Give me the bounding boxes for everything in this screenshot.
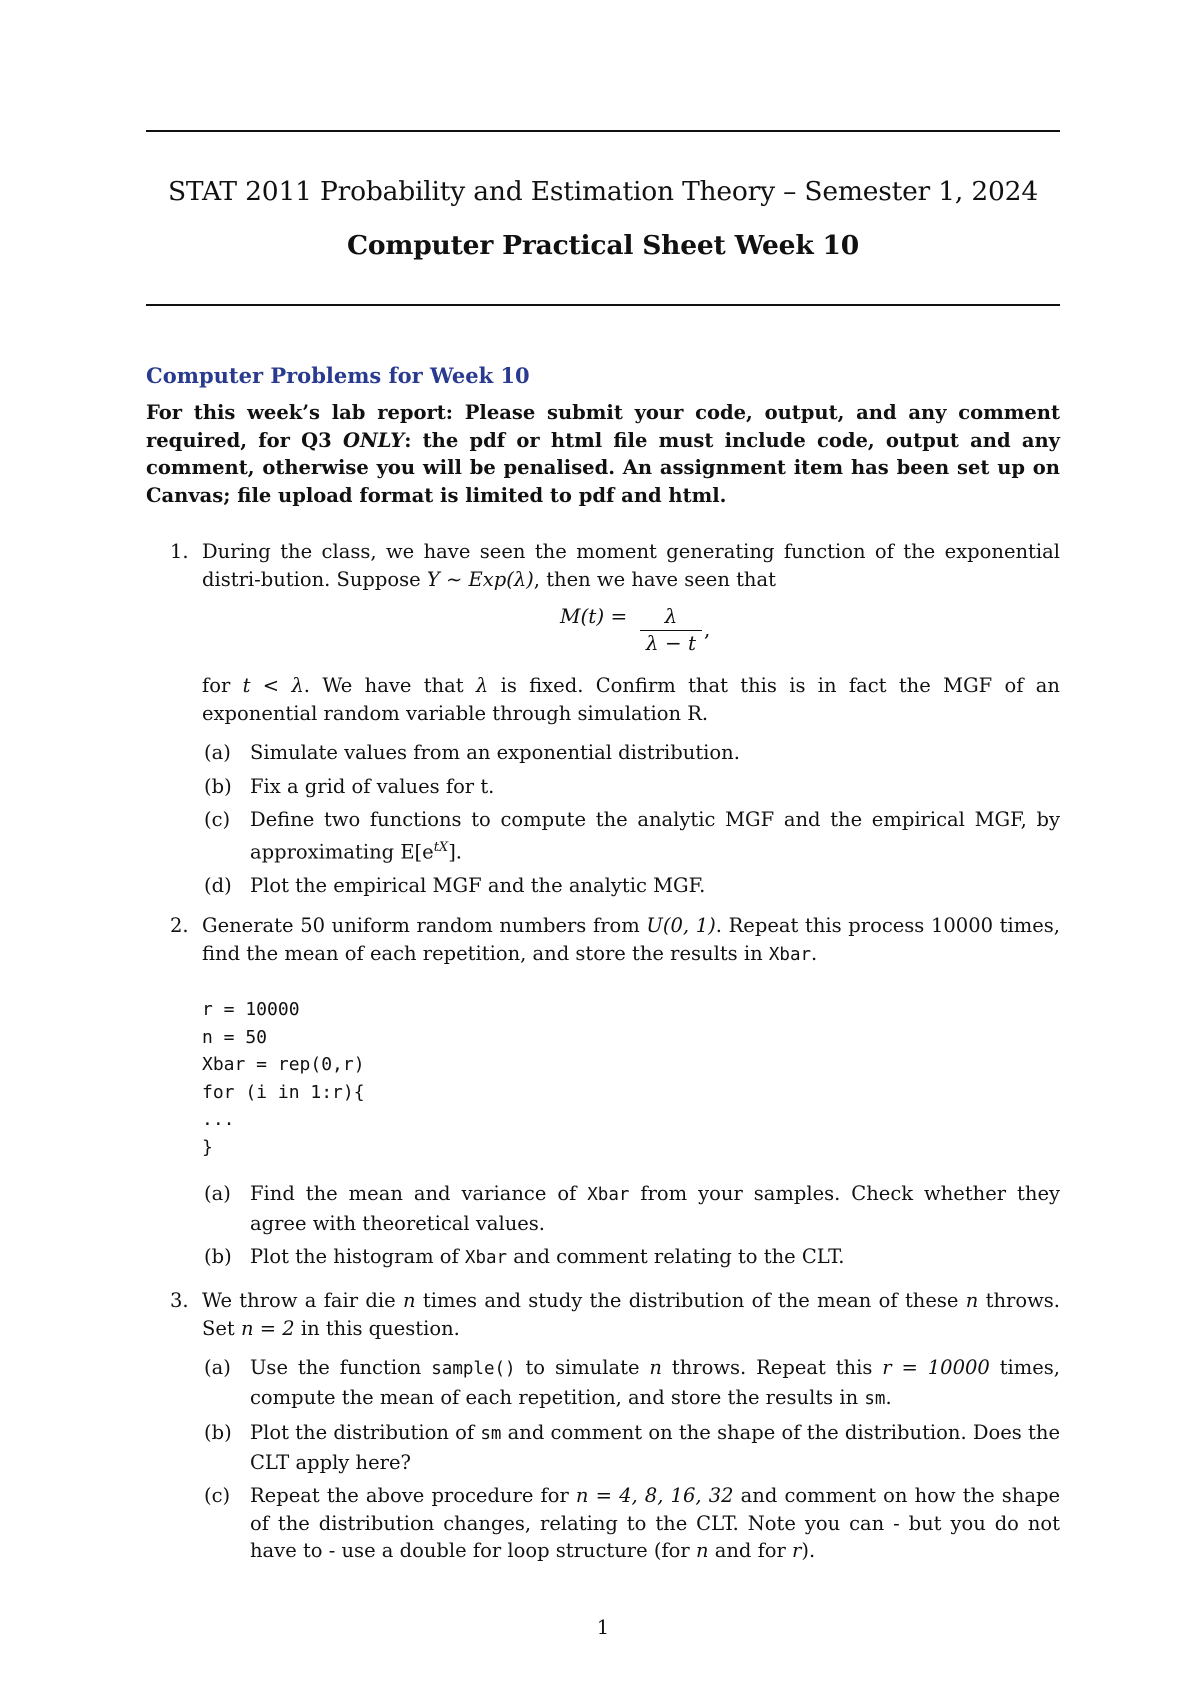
code-line: }	[202, 1136, 213, 1158]
code-line: r = 10000	[202, 999, 300, 1020]
q3-text-b: times and study the distribution of the mean of these	[415, 1289, 966, 1312]
q3-part-b-text-2: and comment on the shape of the distribution. Does the CLT apply here?	[250, 1421, 1060, 1474]
mgf-formula-fraction	[640, 604, 702, 657]
q3-n-1: n	[403, 1289, 416, 1312]
q1-part-b	[146, 773, 1060, 801]
question-3-intro	[146, 1287, 1060, 1342]
q3-part-c-ns: n = 4, 8, 16, 32	[575, 1484, 734, 1507]
q1-part-a	[146, 739, 1060, 767]
question-3-number: 3.	[170, 1289, 189, 1312]
q2-part-b-text-2: and comment relating to the CLT.	[507, 1245, 845, 1268]
q1-part-d-text: Plot the empirical MGF and the analytic MGF.	[250, 873, 706, 897]
q3-part-a-n: n	[649, 1356, 662, 1379]
q1-distribution: Y ∼ Exp(λ)	[426, 567, 534, 591]
q3-part-b-text-1: Plot the distribution of	[250, 1421, 481, 1444]
question-3	[146, 1287, 1060, 1565]
sheet-title: Computer Practical Sheet Week 10	[347, 230, 859, 261]
q2-text-a: Generate 50 uniform random numbers from	[202, 914, 647, 937]
question-2-number: 2.	[170, 914, 189, 937]
lab-report-only: ONLY	[342, 428, 405, 452]
q3-set-n: n = 2	[240, 1316, 295, 1340]
q1-part-c-text: Define two functions to compute the analytic MGF and the empirical MGF, by approximating E[e	[250, 808, 1060, 863]
q3-part-b	[146, 1419, 1060, 1476]
q3-part-a-text-1: Use the function	[250, 1356, 432, 1379]
lab-report-text-a: For this week’s lab report: Please submit your code, output, and any comment required, for	[146, 401, 1060, 452]
q1-after-c: is fixed. Confirm that this is in fact the MGF of an exponential random variable through simulation R.	[202, 674, 1060, 725]
q3-n-2: n	[965, 1289, 979, 1312]
q3-text-d: in this question.	[294, 1316, 460, 1340]
lab-report-q3: Q3	[301, 428, 343, 452]
code-line: Xbar = rep(0,r)	[202, 1054, 365, 1075]
code-block	[202, 996, 365, 1161]
q3-part-c-label: (c)	[204, 1484, 231, 1507]
q3-part-a-r: r = 10000	[882, 1356, 990, 1379]
course-title: STAT 2011 Probability and Estimation Theory – Semester 1, 2024	[167, 176, 1039, 207]
q1-part-d	[146, 872, 1060, 900]
q3-part-c-text-3: and for	[708, 1539, 793, 1562]
q1-part-b-label: (b)	[204, 774, 232, 798]
q2-uniform: U(0, 1)	[646, 914, 716, 937]
question-2-intro	[146, 912, 1060, 969]
q3-part-c-text-4: ).	[801, 1539, 816, 1562]
q2-xbar: Xbar	[768, 944, 812, 965]
q2-text-c: .	[811, 941, 818, 965]
q1-part-d-label: (d)	[204, 873, 232, 897]
question-1	[146, 538, 1060, 593]
question-2-parts	[146, 1180, 1060, 1273]
q1-part-c-exponent: tX	[433, 839, 449, 855]
lab-report-text-b: : the pdf or html file must include code, output and any comment, otherwise you will be penalised. An assignment item has been set up on Canvas; file upload format is limited to pdf and html.	[146, 428, 1061, 507]
mgf-numerator: λ	[664, 604, 678, 628]
q1-part-b-text: Fix a grid of values for t.	[250, 774, 495, 798]
q1-part-a-text: Simulate values from an exponential distribution.	[250, 741, 740, 764]
q3-part-c-r: r	[792, 1539, 802, 1562]
q3-part-c	[146, 1482, 1060, 1565]
question-1-body	[146, 672, 1060, 899]
q3-part-a	[146, 1354, 1060, 1413]
q2-part-b	[146, 1243, 1060, 1273]
q1-intro-text-a: During the class, we have seen the moment generating function of the exponential distri-bution. Suppose	[202, 540, 1060, 591]
q1-lambda: λ	[475, 674, 489, 697]
q3-part-a-text-2: to simulate	[515, 1356, 650, 1379]
q3-part-c-text-1: Repeat the above procedure for	[250, 1484, 576, 1507]
q1-part-c-end: ].	[448, 840, 462, 863]
q2-part-a-xbar: Xbar	[587, 1185, 630, 1205]
q3-part-a-sm: sm	[864, 1388, 886, 1409]
q3-text-a: We throw a fair die	[202, 1289, 404, 1312]
q1-condition: t < λ	[242, 674, 304, 697]
q2-text-b: . Repeat this process 10000 times, find the mean of each repetition, and store the results in	[202, 914, 1060, 965]
mgf-denominator: λ − t	[645, 631, 697, 655]
code-line: for (i in 1:r){	[202, 1081, 365, 1103]
question-1-number: 1.	[170, 540, 189, 563]
q2-part-b-text-1: Plot the histogram of	[250, 1245, 465, 1268]
mgf-formula-lhs: M(t) =	[560, 604, 628, 628]
q1-after-b: . We have that	[303, 674, 476, 697]
bottom-rule	[146, 304, 1060, 306]
q3-part-a-text-5: .	[885, 1385, 892, 1409]
lab-report-instructions	[146, 399, 1060, 509]
q1-part-c	[146, 806, 1060, 866]
q3-sample-fn: sample()	[431, 1359, 516, 1379]
top-rule	[146, 130, 1060, 132]
code-line: ...	[202, 1109, 235, 1130]
q3-part-b-label: (b)	[204, 1421, 232, 1444]
mgf-formula-comma: ,	[704, 617, 711, 641]
q2-part-b-xbar: Xbar	[464, 1248, 508, 1268]
q3-part-b-sm: sm	[480, 1424, 502, 1444]
q2-part-a	[146, 1180, 1060, 1237]
q3-part-c-n: n	[695, 1539, 709, 1562]
q1-part-c-label: (c)	[204, 808, 231, 831]
page-number: 1	[596, 1616, 610, 1639]
q1-intro-text-b: , then we have seen that	[533, 567, 776, 591]
q2-part-b-label: (b)	[204, 1245, 232, 1268]
q2-part-a-label: (a)	[204, 1182, 231, 1205]
code-line: n = 50	[202, 1026, 268, 1048]
q3-part-a-text-3: throws. Repeat this	[661, 1356, 883, 1379]
q1-after-a: for	[202, 674, 243, 697]
q3-part-c-text-2: and comment on how the shape of the distribution changes, relating to the CLT. Note you can - but you do not have to - use a double for loop structure (for	[250, 1484, 1060, 1562]
q1-part-a-label: (a)	[204, 741, 231, 764]
question-1-intro	[146, 538, 1060, 593]
section-heading: Computer Problems for Week 10	[146, 363, 530, 388]
q2-part-a-text-1: Find the mean and variance of	[250, 1182, 588, 1205]
q3-part-a-label: (a)	[204, 1356, 231, 1379]
question-2	[146, 912, 1060, 969]
q3-part-a-text-4: times, compute the mean of each repetition, and store the results in	[250, 1356, 1061, 1409]
question-1-condition	[146, 672, 1060, 727]
q2-part-a-text-2: from your samples. Check whether they agree with theoretical values.	[250, 1182, 1060, 1235]
q3-text-c: throws. Set	[202, 1289, 1060, 1340]
